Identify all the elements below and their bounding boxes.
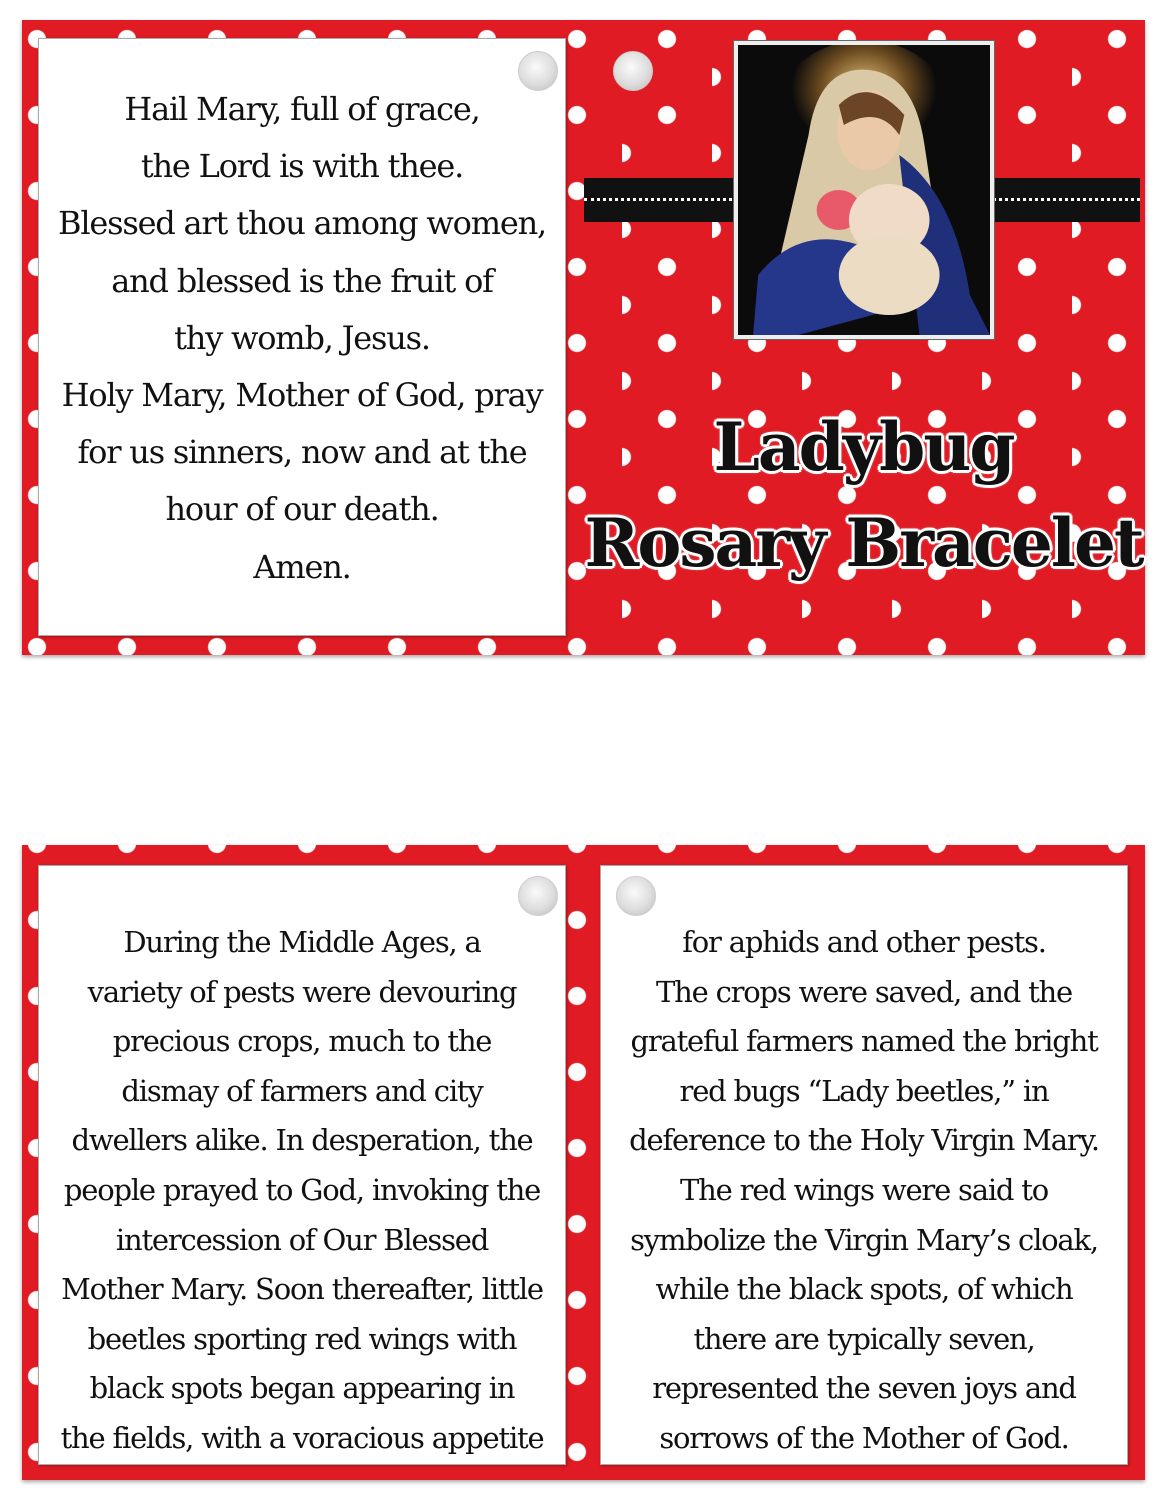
text-line: dwellers alike. In desperation, the [71, 1123, 533, 1158]
hail-mary-prayer-panel [38, 38, 566, 636]
text-line: The red wings were said to [679, 1172, 1049, 1207]
text-line: and blessed is the fruit of [111, 261, 493, 300]
text-line: for us sinners, now and at the [77, 433, 527, 472]
punch-hole-icon [518, 876, 558, 916]
punch-hole-icon [613, 51, 653, 91]
text-line: precious crops, much to the [112, 1024, 492, 1059]
text-line: During the Middle Ages, a [123, 925, 481, 959]
text-line: deference to the Holy Virgin Mary. [629, 1123, 1099, 1158]
text-line: red bugs “Lady beetles,” in [679, 1073, 1049, 1108]
text-line: the fields, with a voracious appetite [60, 1420, 544, 1455]
text-line: The crops were saved, and the [655, 974, 1073, 1009]
back-card [22, 845, 1145, 1480]
text-line: grateful farmers named the bright [630, 1024, 1098, 1059]
text-line: Mother Mary. Soon thereafter, little [61, 1272, 543, 1307]
text-line: represented the seven joys and [652, 1371, 1076, 1406]
text-line: while the black spots, of which [655, 1272, 1073, 1307]
madonna-and-child-image [733, 40, 995, 340]
title-ladybug: Ladybug [713, 408, 1014, 486]
title-rosary-bracelet: Rosary Bracelet [584, 504, 1143, 582]
punch-hole-icon [616, 876, 656, 916]
text-line: black spots began appearing in [89, 1371, 515, 1406]
text-line: symbolize the Virgin Mary’s cloak, [630, 1222, 1098, 1257]
text-line: people prayed to God, invoking the [63, 1172, 541, 1207]
text-line: variety of pests were devouring [87, 974, 517, 1009]
text-line: hour of our death. [165, 490, 439, 529]
punch-hole-icon [518, 51, 558, 91]
text-line: sorrows of the Mother of God. [659, 1420, 1069, 1455]
text-line: Holy Mary, Mother of God, pray [61, 376, 543, 415]
text-line: Blessed art thou among women, [58, 204, 546, 243]
legend-text-left-panel [38, 865, 566, 1465]
legend-text-right-panel [600, 865, 1128, 1465]
text-line: thy womb, Jesus. [174, 318, 430, 357]
text-line: intercession of Our Blessed [115, 1222, 489, 1257]
front-card [22, 20, 1145, 655]
text-line: beetles sporting red wings with [87, 1321, 517, 1356]
text-line: Amen. [253, 547, 351, 586]
text-line: for aphids and other pests. [682, 925, 1046, 959]
text-line: dismay of farmers and city [121, 1073, 483, 1108]
text-line: there are typically seven, [693, 1321, 1035, 1356]
text-line: the Lord is with thee. [140, 147, 464, 186]
text-line: Hail Mary, full of grace, [124, 90, 480, 128]
